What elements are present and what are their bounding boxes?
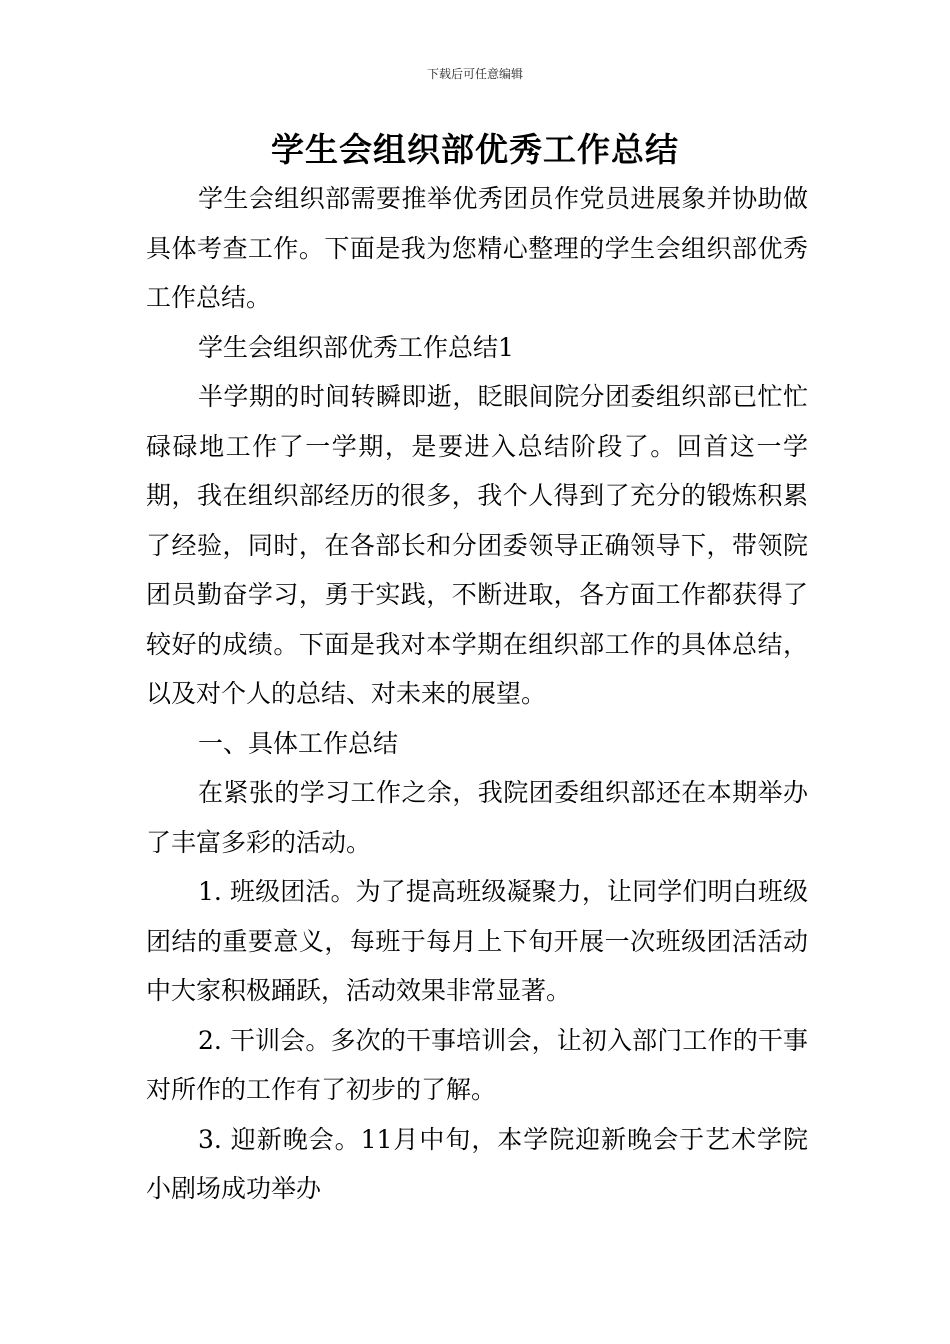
- list-item-2: 2. 干训会。多次的干事培训会，让初入部门工作的干事对所作的工作有了初步的了解。: [146, 1025, 808, 1104]
- body-paragraph: 半学期的时间转瞬即逝，眨眼间院分团委组织部已忙忙碌碌地工作了一学期，是要进入总结阶段了。回首这一学期，我在组织部经历的很多，我个人得到了充分的锻炼积累了经验，同时，在各部长和分团委领导正确领导下，带领院团员勤奋学习，勇于实践，不断进取，各方面工作都获得了较好的成绩。下面是我对本学期在组织部工作的具体总结，以及对个人的总结、对未来的展望。: [146, 382, 808, 708]
- document-title: 学生会组织部优秀工作总结: [271, 130, 679, 169]
- section-heading-1: 学生会组织部优秀工作总结1: [198, 332, 514, 362]
- list-item-1: 1. 班级团活。为了提高班级凝聚力，让同学们明白班级团结的重要意义，每班于每月上下旬开展一次班级团活活动中大家积极踊跃，活动效果非常显著。: [146, 877, 808, 1005]
- list-item-3: 3. 迎新晚会。11月中旬，本学院迎新晚会于艺术学院小剧场成功举办: [146, 1124, 808, 1203]
- subsection-heading: 一、具体工作总结: [198, 728, 399, 758]
- intro-paragraph: 学生会组织部需要推举优秀团员作党员进展象并协助做具体考查工作。下面是我为您精心整理的学生会组织部优秀工作总结。: [146, 184, 808, 312]
- body-paragraph: 在紧张的学习工作之余，我院团委组织部还在本期举办了丰富多彩的活动。: [146, 778, 808, 857]
- header-note: 下载后可任意编辑: [426, 67, 523, 81]
- document-body: [146, 174, 808, 1214]
